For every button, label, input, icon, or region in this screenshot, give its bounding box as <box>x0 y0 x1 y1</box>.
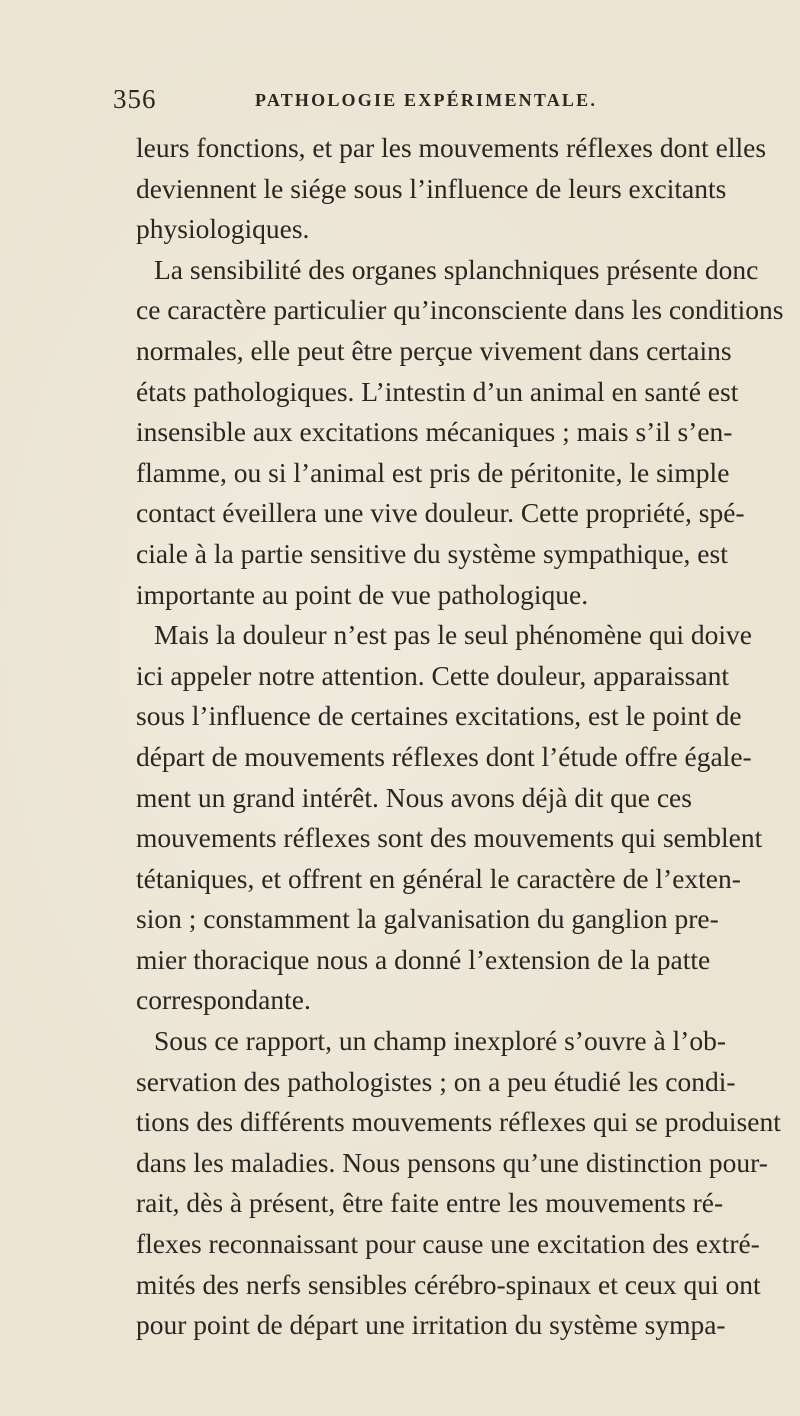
body-text <box>136 128 784 1346</box>
text-line: normales, elle peut être perçue vivement dans certains <box>136 334 732 366</box>
text-line: ment un grand intérêt. Nous avons déjà dit que ces <box>136 781 692 813</box>
text-line: pour point de départ une irritation du système sympa- <box>136 1309 726 1341</box>
page-header <box>113 84 713 120</box>
text-line: sous l’influence de certaines excitations, est le point de <box>136 700 742 732</box>
text-line: dans les maladies. Nous pensons qu’une distinction pour- <box>136 1146 768 1178</box>
text-line: tions des différents mouvements réflexes qui se produisent <box>136 1106 781 1138</box>
text-line: états pathologiques. L’intestin d’un animal en santé est <box>136 375 739 407</box>
page-number: 356 <box>113 84 157 114</box>
text-line: ciale à la partie sensitive du système sympathique, est <box>136 537 728 569</box>
text-line: sion ; constamment la galvanisation du ganglion pre- <box>136 903 719 935</box>
text-line: rait, dès à présent, être faite entre les mouvements ré- <box>136 1187 724 1219</box>
text-line: contact éveillera une vive douleur. Cette propriété, spé- <box>136 497 745 529</box>
text-line: mouvements réflexes sont des mouvements qui semblent <box>136 822 763 854</box>
text-line: mités des nerfs sensibles cérébro-spinaux et ceux qui ont <box>136 1268 761 1300</box>
text-line: Sous ce rapport, un champ inexploré s’ouvre à l’ob- <box>154 1025 726 1057</box>
text-line: tétaniques, et offrent en général le caractère de l’exten- <box>136 862 741 894</box>
text-line: insensible aux excitations mécaniques ; mais s’il s’en- <box>136 416 733 448</box>
text-line: physiologiques. <box>136 213 310 245</box>
running-head: PATHOLOGIE EXPÉRIMENTALE. <box>255 90 598 110</box>
text-line: départ de mouvements réflexes dont l’étude offre égale- <box>136 740 752 772</box>
text-line: ici appeler notre attention. Cette douleur, apparaissant <box>136 659 729 691</box>
text-line: importante au point de vue pathologique. <box>136 578 589 610</box>
text-line: correspondante. <box>136 984 311 1016</box>
text-line: leurs fonctions, et par les mouvements réflexes dont elles <box>136 132 767 163</box>
text-line: flamme, ou si l’animal est pris de péritonite, le simple <box>136 456 730 488</box>
text-line: La sensibilité des organes splanchniques présente donc <box>154 253 759 285</box>
text-line: flexes reconnaissant pour cause une excitation des extré- <box>136 1228 760 1260</box>
text-line: Mais la douleur n’est pas le seul phénomène qui doive <box>154 619 752 651</box>
text-line: deviennent le siége sous l’influence de leurs excitants <box>136 172 727 204</box>
text-line: ce caractère particulier qu’inconsciente dans les conditions <box>136 294 784 326</box>
text-line: servation des pathologistes ; on a peu étudié les condi- <box>136 1065 736 1097</box>
text-line: mier thoracique nous a donné l’extension de la patte <box>136 943 711 975</box>
